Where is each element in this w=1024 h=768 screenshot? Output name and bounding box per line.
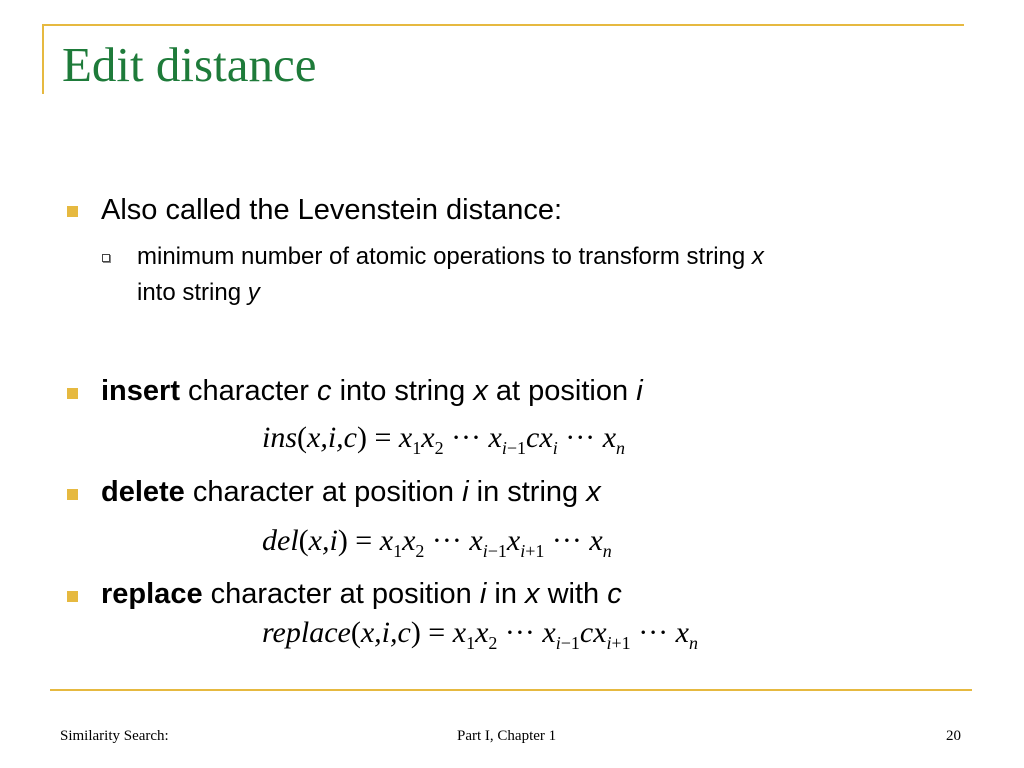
title-frame-left-rule — [42, 24, 44, 94]
footer-left: Similarity Search: — [60, 728, 169, 744]
text: character at position — [210, 578, 472, 610]
var-y: y — [247, 279, 260, 306]
var: i — [636, 375, 643, 407]
bullet-square-icon — [67, 489, 78, 500]
bullet-square-icon — [67, 591, 78, 602]
var: i — [479, 578, 487, 610]
bullet-replace — [101, 577, 622, 612]
op-replace: replace — [101, 578, 203, 610]
bullet-text: Also called the Levenstein distance: — [101, 194, 563, 226]
text: in — [494, 578, 517, 610]
sub-bullet-text-2: into string — [137, 279, 242, 306]
formula-args: x,i,c — [307, 421, 357, 454]
formula-fn: del — [262, 524, 299, 557]
var: i — [462, 476, 469, 508]
formula-insert: $ins(x,i,c) = x_1x_2$ ··· $x_{i-1}cx_i$ ··· $x_n$ — [262, 421, 626, 458]
var: x — [586, 476, 601, 508]
footer-rule — [50, 689, 972, 691]
var: x — [525, 578, 540, 610]
bullet-square-icon — [67, 388, 78, 399]
formula-args: x,i — [308, 524, 338, 557]
formula-fn: replace — [262, 616, 351, 649]
var: c — [317, 375, 332, 407]
text: character — [188, 375, 309, 407]
footer-center: Part I, Chapter 1 — [457, 728, 557, 744]
var: c — [607, 578, 622, 610]
text: into string — [339, 375, 466, 407]
formula-fn: ins — [262, 421, 298, 454]
text: with — [547, 578, 600, 610]
formula-delete: $del(x,i) = x_1x_2$ ··· $x_{i-1}x_{i+1}$ ··· $x_n$ — [262, 524, 612, 561]
title-frame-top-rule — [42, 24, 964, 26]
op-insert: insert — [101, 375, 180, 407]
sub-bullet-checkbox-icon — [102, 254, 110, 262]
sub-bullet-definition — [137, 239, 967, 311]
op-delete: delete — [101, 476, 185, 508]
var-x: x — [751, 243, 764, 270]
text: at position — [495, 375, 629, 407]
slide-title: Edit distance — [62, 37, 317, 92]
sub-bullet-text: minimum number of atomic operations to transform string — [137, 243, 746, 270]
bullet-delete — [101, 475, 601, 510]
text: in string — [476, 476, 579, 508]
bullet-levenstein — [101, 193, 562, 228]
page-number: 20 — [946, 728, 961, 744]
formula-args: x,i,c — [360, 616, 411, 649]
bullet-insert — [101, 374, 643, 409]
var: x — [473, 375, 488, 407]
bullet-square-icon — [67, 206, 78, 217]
formula-replace: replace(x,i,c) = $x_1x_2$ ··· $x_{i-1}cx_{i+1}$ ··· $x_n$ — [262, 616, 698, 653]
text: character at position — [192, 476, 455, 508]
